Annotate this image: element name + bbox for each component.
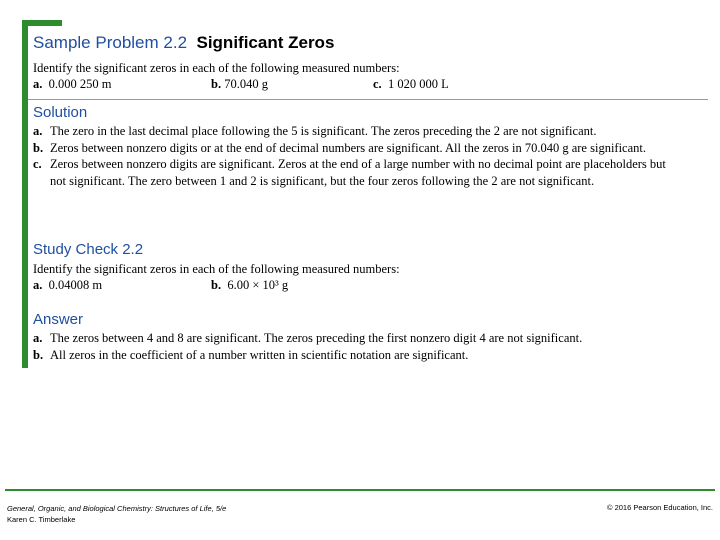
study-check-heading: Study Check 2.2 [33, 241, 144, 258]
solution-heading: Solution [33, 104, 88, 121]
problem-item-a: a. 0.000 250 m [33, 77, 112, 91]
study-check-item-b: b. 6.00 × 10³ g [211, 278, 289, 292]
answer-item-b: b. All zeros in the coefficient of a number written in scientific notation are significant. [33, 347, 469, 362]
footer-copyright: © 2016 Pearson Education, Inc. [606, 503, 713, 512]
problem-item-b: b. 70.040 g [211, 77, 268, 91]
section-divider [28, 99, 708, 100]
footer-citation [7, 503, 226, 525]
accent-bar-horizontal [22, 20, 62, 26]
solution-item-b: b. Zeros between nonzero digits or at the end of decimal numbers are significant. All the zeros in 70.040 g are significant. [33, 140, 646, 155]
solution-item-a: a. The zero in the last decimal place following the 5 is significant. The zeros preceding the 2 are not significant. [33, 124, 597, 138]
answer-heading: Answer [33, 311, 84, 328]
answer-item-a: a. The zeros between 4 and 8 are significant. The zeros preceding the first nonzero digit 4 are not significant. [33, 331, 583, 345]
answer-list [33, 330, 683, 363]
accent-bar-vertical [22, 20, 28, 368]
solution-list [33, 123, 683, 189]
study-check-item-a: a. 0.04008 m [33, 278, 103, 292]
page-title [33, 33, 334, 53]
study-check-instruction: Identify the significant zeros in each of the following measured numbers: [33, 262, 400, 276]
title-prefix: Sample Problem 2.2 [33, 33, 188, 52]
solution-item-c: c. Zeros between nonzero digits are significant. Zeros at the end of a large number with no decimal point are placeholders but not significant. The zero between 1 and 2 is significant, but the four zeros following the 2 are not significant. [33, 157, 666, 188]
footer-divider [5, 489, 715, 491]
problem-item-c: c. 1 020 000 L [373, 77, 449, 91]
footer-book-title: General, Organic, and Biological Chemistry: Structures of Life, 5/e [7, 504, 227, 513]
problem-instruction: Identify the significant zeros in each of the following measured numbers: [33, 61, 400, 75]
title-suffix: Significant Zeros [196, 33, 335, 52]
footer-author: Karen C. Timberlake [7, 515, 76, 524]
